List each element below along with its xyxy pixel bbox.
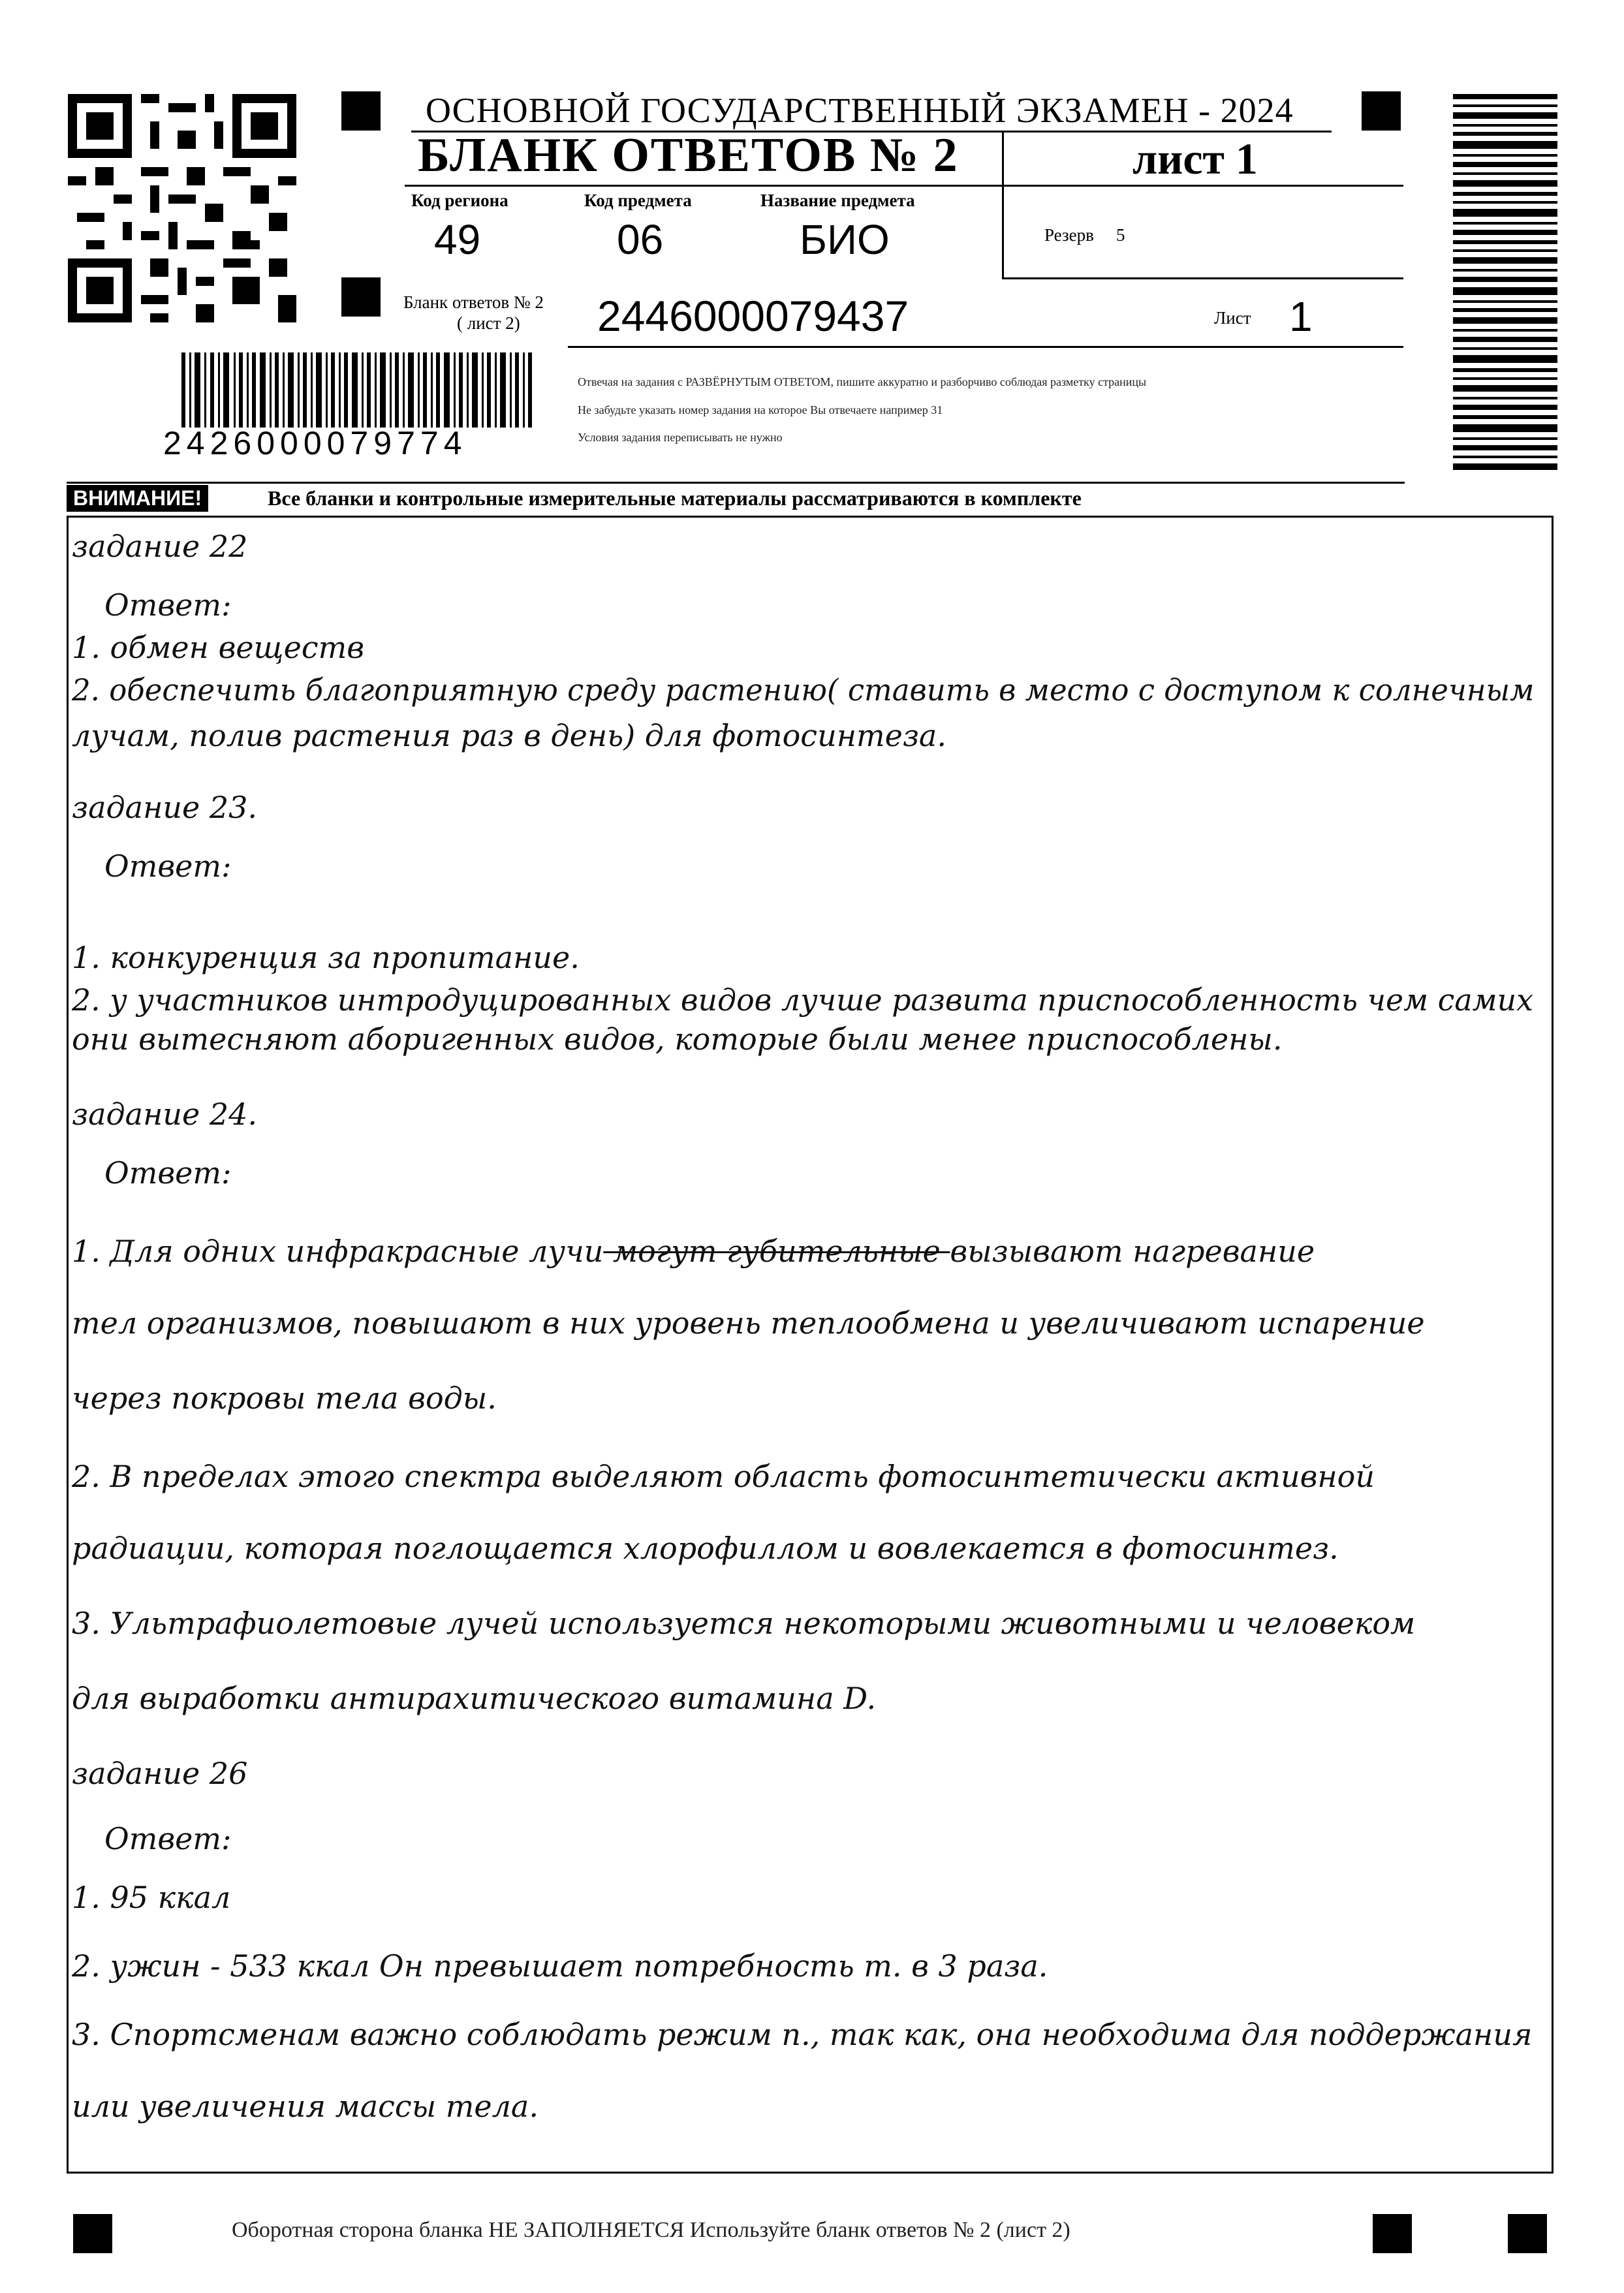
answer-line: 1. 95 ккал (72, 1880, 231, 1915)
answer-line: 2. обеспечить благоприятную среду растению( ставить в место с доступом к солнечным (72, 672, 1535, 708)
answer-line: 2. В пределах этого спектра выделяют область фотосинтетически активной (72, 1459, 1375, 1494)
answer-line: задание 26 (72, 1756, 248, 1791)
answer-line: задание 24. (72, 1097, 258, 1132)
side-barcode (1453, 94, 1557, 473)
footer-note: Оборотная сторона бланка НЕ ЗАПОЛНЯЕТСЯ Используйте бланк ответов № 2 (лист 2) (232, 2218, 1070, 2242)
answer-line: или увеличения массы тела. (72, 2089, 539, 2124)
answer-line: 2. у участников интродуцированных видов лучше развита приспособленность чем самих (72, 982, 1533, 1018)
instruction-1: Отвечая на задания с РАЗВЁРНУТЫМ ОТВЕТОМ, пишите аккуратно и разборчиво соблюдая разметку страницы (578, 375, 1147, 388)
header-divider-vertical (1002, 131, 1004, 279)
registration-marker-bottom-left (73, 2214, 112, 2253)
form-number: 2446000079437 (597, 292, 909, 340)
subject-name-value: БИО (800, 216, 890, 263)
answer-line: они вытесняют аборигенных видов, которые были менее приспособлены. (72, 1022, 1283, 1057)
answer-line: Ответ: (104, 1821, 232, 1856)
exam-title: ОСНОВНОЙ ГОСУДАРСТВЕННЫЙ ЭКЗАМЕН - 2024 (426, 91, 1294, 130)
form-ref-line-1: Бланк ответов № 2 (403, 292, 544, 312)
barcode-number: 2426000079774 (163, 425, 467, 461)
subject-code-label: Код предмета (584, 191, 692, 210)
registration-marker-top-right (1362, 91, 1401, 131)
answer-line: Ответ: (104, 587, 232, 623)
reserve-label: Резерв (1044, 225, 1094, 245)
answer-line: 1. Для одних инфракрасные лучи могут губительные вызывают нагревание (72, 1234, 1315, 1269)
registration-marker-bottom-right (1508, 2214, 1547, 2253)
reserve-value: 5 (1116, 225, 1125, 245)
header-rule-1 (405, 185, 1403, 187)
struck-out-text: могут губительные (603, 1234, 950, 1269)
answer-line: лучам, полив растения раз в день) для фотосинтеза. (72, 718, 946, 753)
registration-marker-bottom-mid (1373, 2214, 1412, 2253)
form-ref-line-2: ( лист 2) (457, 313, 520, 333)
answer-line: 1. обмен веществ (72, 630, 364, 665)
barcode (181, 352, 534, 428)
answer-area[interactable] (67, 516, 1554, 2174)
answer-line: задание 23. (72, 790, 258, 825)
answer-line: для выработки антирахитического витамина D. (72, 1681, 877, 1716)
registration-marker-mid-left (341, 277, 381, 317)
warning-text: Все бланки и контрольные измерительные материалы рассматриваются в комплекте (268, 486, 1082, 510)
answer-line: задание 22 (72, 529, 248, 564)
subject-code-value: 06 (617, 216, 664, 263)
header-rule-3 (568, 346, 1403, 348)
answer-line: 2. ужин - 533 ккал Он превышает потребность т. в 3 раза. (72, 1948, 1048, 1984)
sheet-label: Лист (1214, 308, 1251, 328)
subject-name-label: Название предмета (760, 191, 915, 210)
answer-line: 3. Спортсменам важно соблюдать режим п., так как, она необходима для поддержания (72, 2017, 1533, 2052)
answer-line: 3. Ультрафиолетовые лучей используется некоторыми животными и человеком (72, 1606, 1416, 1641)
instruction-2: Не забудьте указать номер задания на которое Вы отвечаете например 31 (578, 403, 943, 416)
answer-line: тел организмов, повышают в них уровень теплообмена и увеличивают испарение (72, 1305, 1425, 1341)
answer-line: Ответ: (104, 849, 232, 884)
qr-code (68, 94, 296, 322)
answer-line: радиации, которая поглощается хлорофиллом и вовлекается в фотосинтез. (72, 1531, 1339, 1566)
answer-line: Ответ: (104, 1155, 232, 1191)
region-code-value: 49 (434, 216, 481, 263)
answer-line: 1. конкуренция за пропитание. (72, 940, 580, 975)
region-code-label: Код региона (411, 191, 508, 210)
header-rule-2 (1002, 277, 1403, 279)
form-title: БЛАНК ОТВЕТОВ № 2 (418, 129, 959, 182)
sheet-value: 1 (1289, 293, 1313, 340)
registration-marker-top-left (341, 91, 381, 131)
answer-line: через покровы тела воды. (72, 1380, 497, 1416)
sheet-title: лист 1 (1132, 134, 1258, 183)
warning-badge: ВНИМАНИЕ! (67, 485, 208, 512)
instruction-3: Условия задания переписывать не нужно (578, 431, 783, 444)
warning-rule (67, 482, 1405, 484)
